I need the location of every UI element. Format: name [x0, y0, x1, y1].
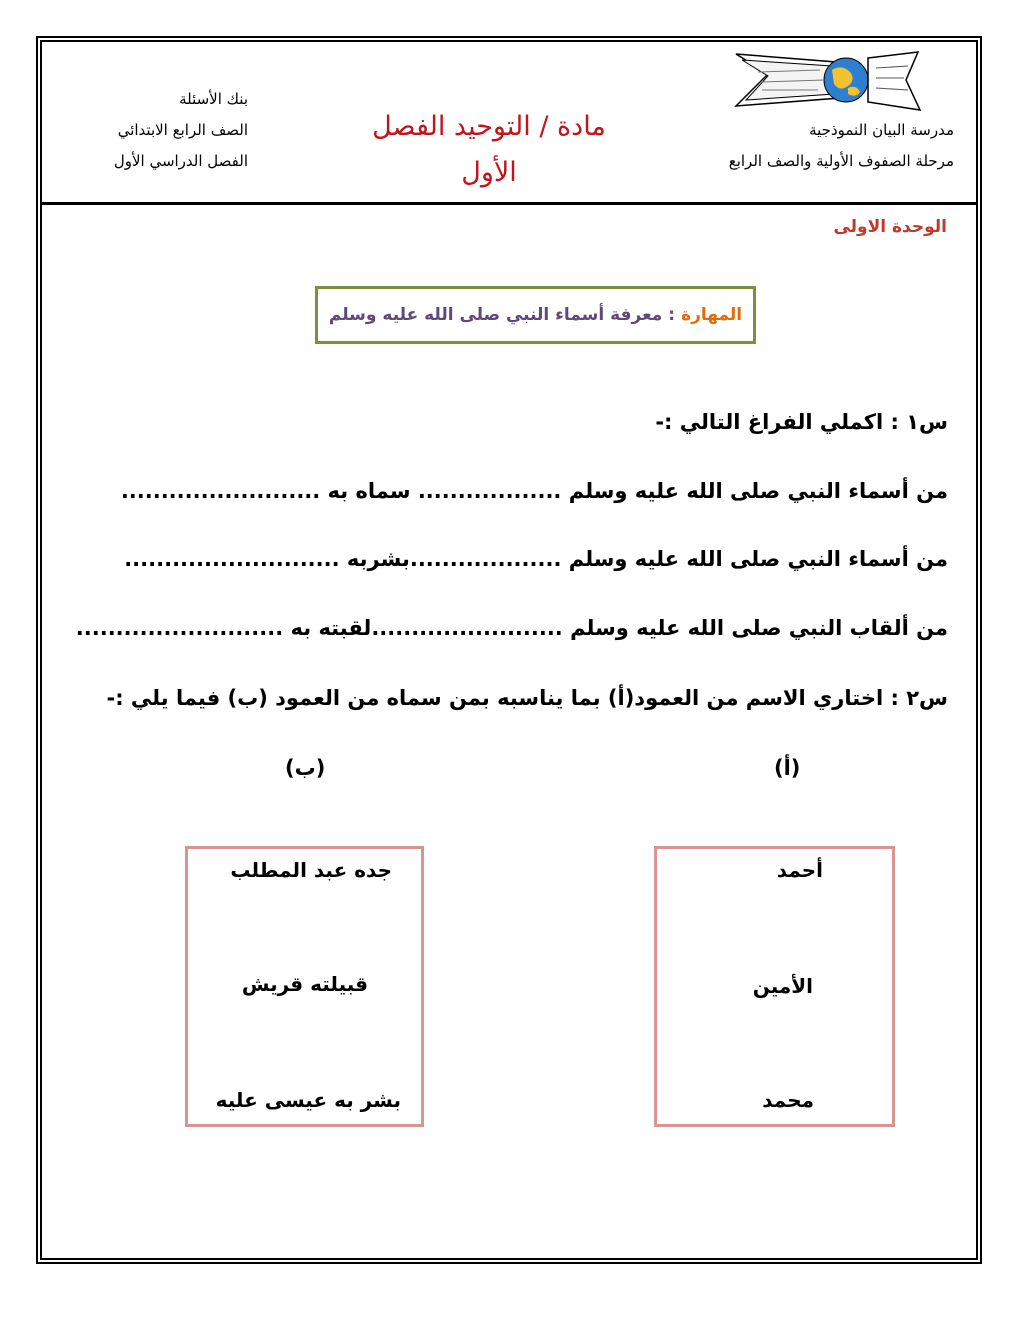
q1-line-3: من ألقاب النبي صلى الله عليه وسلم ........................لقبته به ..........................	[75, 616, 948, 640]
unit-title: الوحدة الاولى	[833, 217, 947, 237]
skill-text: معرفة أسماء النبي صلى الله عليه وسلم	[328, 305, 663, 325]
subject-title: مادة / التوحيد الفصل الأول	[372, 111, 606, 188]
question-bank-title: بنك الأسئلة	[179, 90, 248, 108]
q1-title: س١ : اكملي الفراغ التالي :-	[655, 410, 948, 434]
column-a-item-1: أحمد	[776, 858, 823, 882]
term-label: الفصل الدراسي الأول	[113, 152, 248, 170]
skill-label: المهارة	[681, 305, 743, 325]
school-info	[729, 115, 954, 177]
school-logo-icon	[728, 48, 924, 118]
exam-info	[72, 84, 248, 177]
grade-label: الصف الرابع الابتدائي	[117, 121, 248, 139]
column-b-item-2: قبيلته قريش	[241, 972, 368, 996]
q2-title: س٢ : اختاري الاسم من العمود(أ) بما يناسبه بمن سماه من العمود (ب) فيما يلي :-	[106, 686, 948, 710]
skill-colon: :	[668, 305, 676, 325]
q1-line-1: من أسماء النبي صلى الله عليه وسلم .................. سماه به .........................	[120, 479, 948, 503]
header-divider	[40, 202, 978, 205]
column-b-header: (ب)	[285, 756, 326, 780]
stage-name: مرحلة الصفوف الأولية والصف الرابع	[728, 152, 954, 170]
skill-box	[315, 286, 756, 344]
column-b-item-1: جده عبد المطلب	[230, 858, 392, 882]
column-a-header: (أ)	[774, 756, 801, 780]
q1-line-2: من أسماء النبي صلى الله عليه وسلم ...................بشربه ...........................	[124, 547, 948, 571]
column-b-item-3: بشر به عيسى عليه	[215, 1088, 401, 1112]
school-name: مدرسة البيان النموذجية	[809, 121, 954, 139]
column-a-item-3: محمد	[762, 1088, 814, 1112]
column-a-item-2: الأمين	[752, 974, 813, 998]
